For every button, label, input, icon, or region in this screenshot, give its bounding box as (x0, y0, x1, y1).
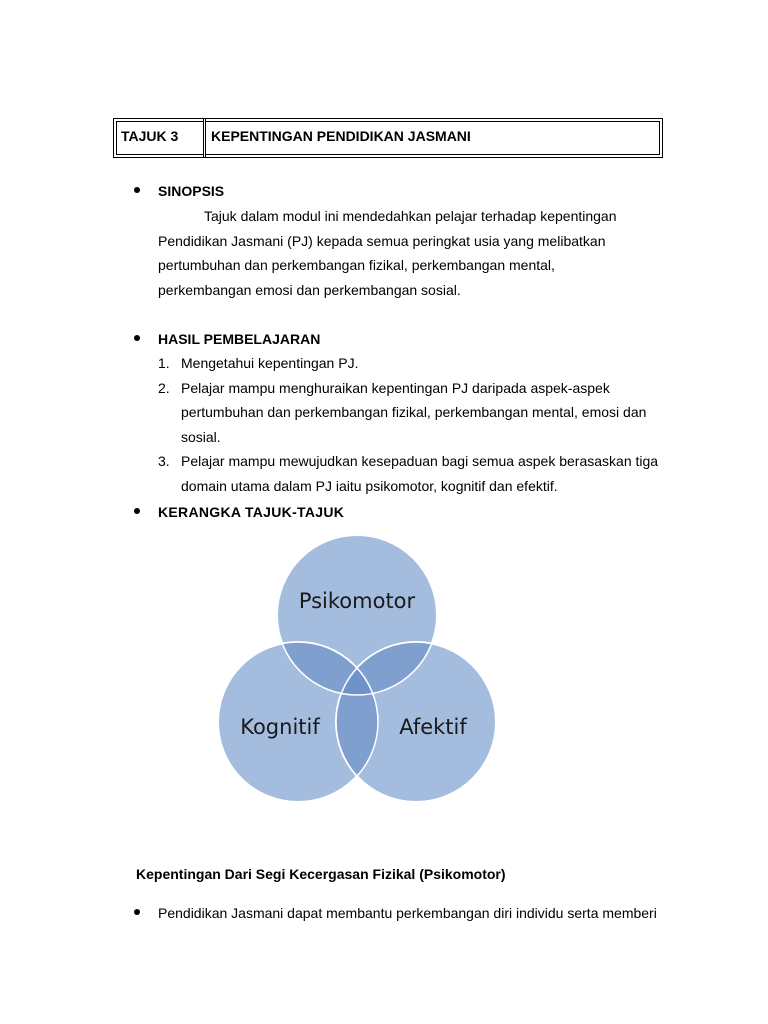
bullet-icon (134, 508, 140, 514)
list-number: 2. (158, 379, 170, 396)
venn-label-kognitif: Kognitif (240, 715, 320, 739)
sinopsis-heading: SINOPSIS (158, 183, 225, 199)
sinopsis-line: perkembangan emosi dan perkembangan sosial. (158, 281, 461, 298)
topic-number: TAJUK 3 (121, 128, 179, 144)
list-item (158, 376, 658, 450)
venn-label-psikomotor: Psikomotor (298, 589, 416, 613)
list-number: 1. (158, 355, 170, 371)
list-line: Pelajar mampu menghuraikan kepentingan PJ daripada aspek-aspek (181, 379, 610, 396)
sinopsis-line: Tajuk dalam modul ini mendedahkan pelajar terhadap kepentingan (204, 208, 617, 224)
venn-label-afektif: Afektif (399, 715, 467, 739)
section-title: Kepentingan Dari Segi Kecergasan Fizikal (Psikomotor) (136, 866, 506, 882)
kerangka-heading: KERANGKA TAJUK-TAJUK (158, 504, 345, 520)
list-line: sosial. (181, 428, 221, 445)
list-line: Mengetahui kepentingan PJ. (181, 355, 359, 371)
learning-outcomes-list (158, 351, 658, 499)
topic-header-table (113, 118, 663, 158)
sinopsis-paragraph (158, 204, 617, 302)
topic-title: KEPENTINGAN PENDIDIKAN JASMANI (211, 128, 471, 144)
venn-diagram (214, 530, 504, 810)
list-line: domain utama dalam PJ iaitu psikomotor, kognitif dan efektif. (181, 477, 558, 494)
sinopsis-line: pertumbuhan dan perkembangan fizikal, perkembangan mental, (158, 257, 555, 274)
hasil-heading: HASIL PEMBELAJARAN (158, 331, 321, 347)
bullet-icon (134, 187, 140, 193)
section-bullet-text: Pendidikan Jasmani dapat membantu perkembangan diri individu serta memberi (158, 905, 657, 921)
bullet-icon (134, 909, 140, 915)
list-number: 3. (158, 453, 170, 470)
list-line: pertumbuhan dan perkembangan fizikal, perkembangan mental, emosi dan (181, 404, 647, 421)
header-divider (203, 119, 206, 157)
list-line: Pelajar mampu mewujudkan kesepaduan bagi semua aspek berasaskan tiga (181, 453, 659, 470)
list-item (158, 351, 658, 376)
list-item (158, 449, 658, 498)
sinopsis-line: Pendidikan Jasmani (PJ) kepada semua peringkat usia yang melibatkan (158, 232, 606, 249)
bullet-icon (134, 335, 140, 341)
